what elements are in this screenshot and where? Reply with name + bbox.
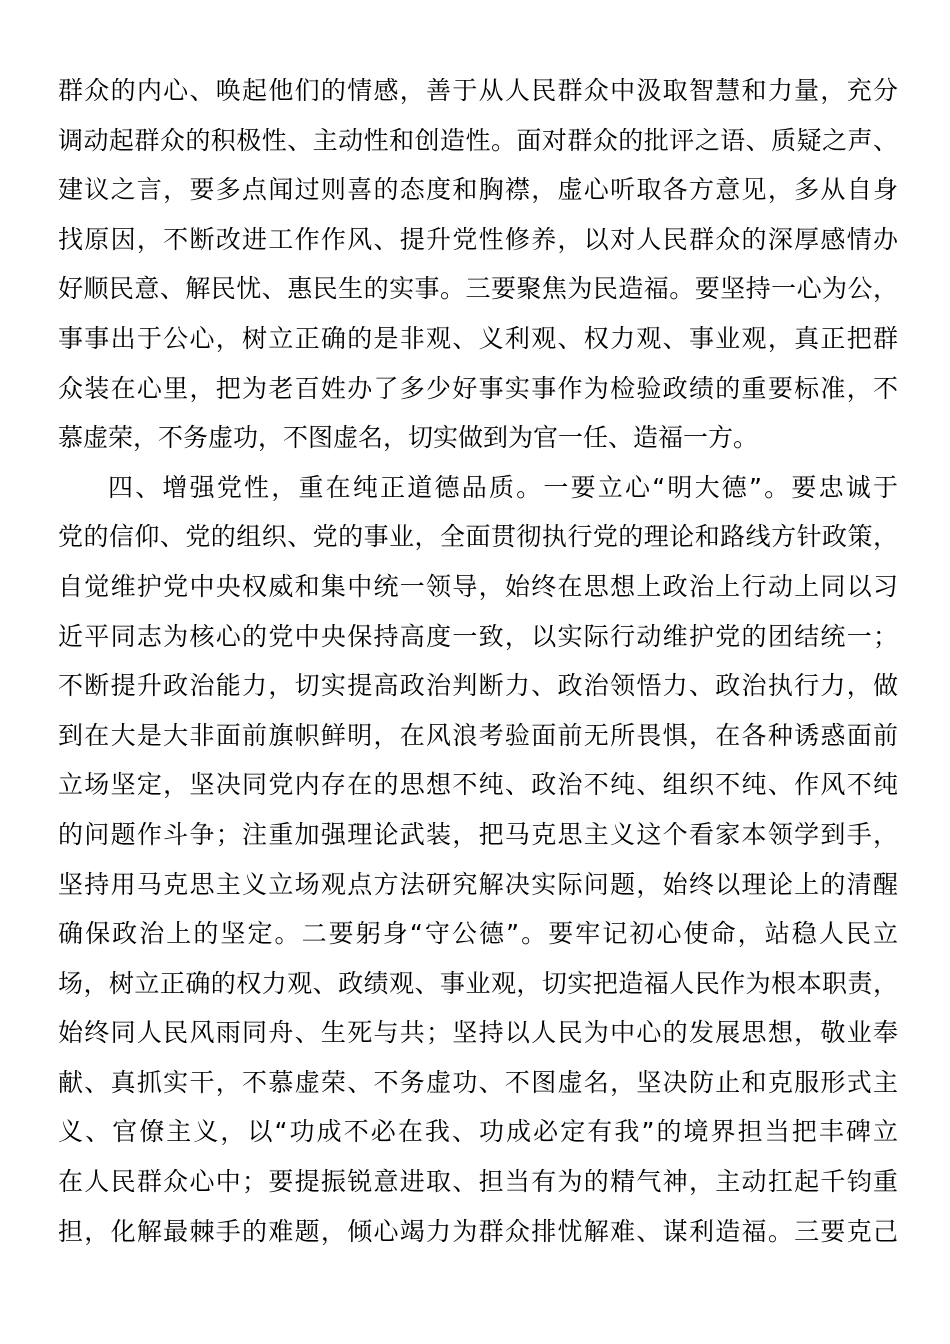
- paragraph-start-line: 四、增强党性，重在纯正道德品质。一要立心“明大德”。要忠诚于: [108, 472, 898, 502]
- text-line: 事事出于公心，树立正确的是非观、义利观、权力观、事业观，真正把群: [58, 323, 898, 353]
- text-line: 的问题作斗争；注重加强理论武装，把马克思主义这个看家本领学到手，: [58, 819, 898, 849]
- text-line: 坚持用马克思主义立场观点方法研究解决实际问题，始终以理论上的清醒: [58, 869, 898, 899]
- text-line: 确保政治上的坚定。二要躬身“守公德”。要牢记初心使命，站稳人民立: [58, 919, 898, 949]
- text-line: 党的信仰、党的组织、党的事业，全面贯彻执行党的理论和路线方针政策，: [58, 522, 898, 552]
- text-line: 近平同志为核心的党中央保持高度一致，以实际行动维护党的团结统一；: [58, 621, 898, 651]
- text-line: 献、真抓实干，不慕虚荣、不务虚功、不图虚名，坚决防止和克服形式主: [58, 1067, 898, 1097]
- text-line: 群众的内心、唤起他们的情感，善于从人民群众中汲取智慧和力量，充分: [58, 76, 898, 105]
- text-line: 慕虚荣，不务虚功，不图虚名，切实做到为官一任、造福一方。: [58, 423, 759, 453]
- text-line: 立场坚定，坚决同党内存在的思想不纯、政治不纯、组织不纯、作风不纯: [58, 770, 898, 800]
- document-page: [58, 66, 898, 1256]
- text-line: 到在大是大非面前旗帜鲜明，在风浪考验面前无所畏惧，在各种诱惑面前: [58, 720, 898, 750]
- text-line: 众装在心里，把为老百姓办了多少好事实事作为检验政绩的重要标准，不: [58, 373, 898, 403]
- text-line: 始终同人民风雨同舟、生死与共；坚持以人民为中心的发展思想，敬业奉: [58, 1018, 898, 1048]
- text-line: 义、官僚主义，以“功成不必在我、功成必定有我”的境界担当把丰碑立: [58, 1117, 898, 1147]
- text-line: 建议之言，要多点闻过则喜的态度和胸襟，虚心听取各方意见，多从自身: [58, 175, 898, 205]
- text-line: 场，树立正确的权力观、政绩观、事业观，切实把造福人民作为根本职责，: [58, 968, 898, 998]
- text-line: 自觉维护党中央权威和集中统一领导，始终在思想上政治上行动上同以习: [58, 571, 898, 601]
- text-line: 不断提升政治能力，切实提高政治判断力、政治领悟力、政治执行力，做: [58, 671, 898, 701]
- text-line: 调动起群众的积极性、主动性和创造性。面对群众的批评之语、质疑之声、: [58, 125, 898, 155]
- text-line: 好顺民意、解民忧、惠民生的实事。三要聚焦为民造福。要坚持一心为公，: [58, 274, 898, 304]
- text-line: 担，化解最棘手的难题，倾心竭力为群众排忧解难、谋利造福。三要克己: [58, 1216, 898, 1246]
- text-line: 在人民群众心中；要提振锐意进取、担当有为的精气神，主动扛起千钧重: [58, 1167, 898, 1197]
- text-line: 找原因，不断改进工作作风、提升党性修养，以对人民群众的深厚感情办: [58, 224, 898, 254]
